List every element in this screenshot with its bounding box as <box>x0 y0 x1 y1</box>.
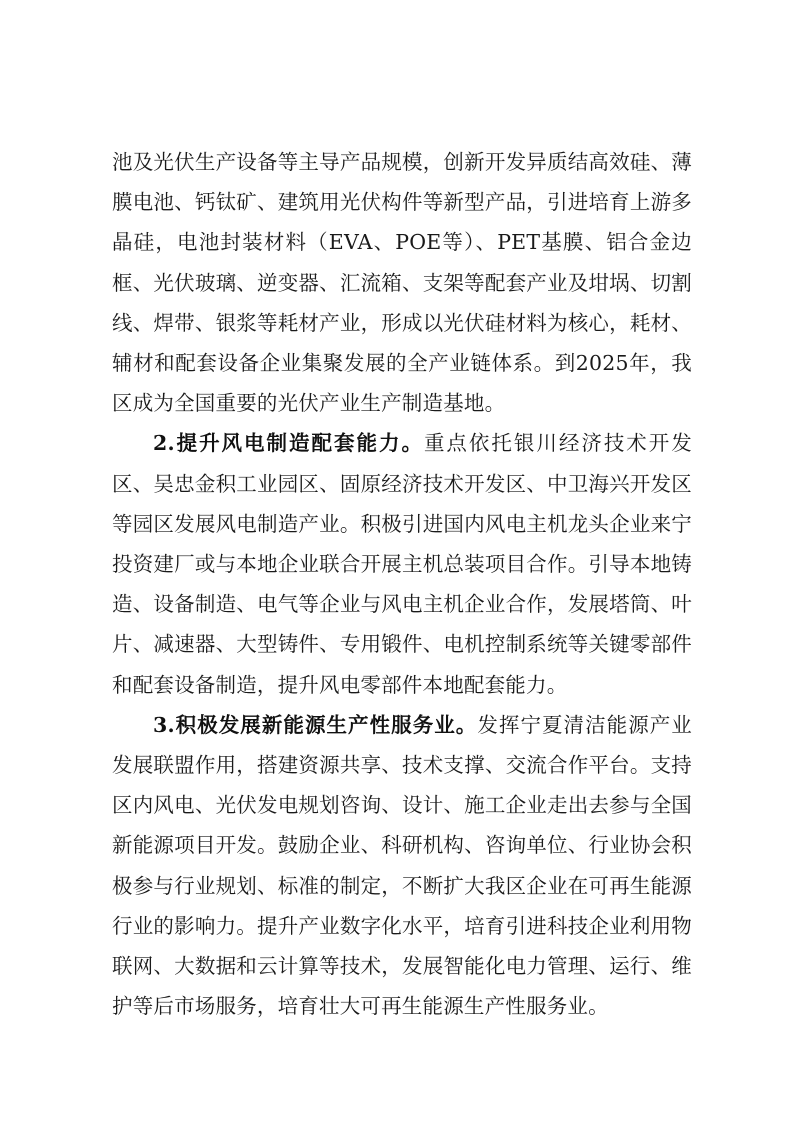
paragraph-text: 重点依托银川经济技术开发区、吴忠金积工业园区、固原经济技术开发区、中卫海兴开发区等园区发展风电制造产业。积极引进国内风电主机龙头企业来宁投资建厂或与本地企业联合开展主机总装项目合作。引导本地铸造、设备制造、电气等企业与风电主机企业合作，发展塔筒、叶片、减速器、大型铸件、专用锻件、电机控制系统等关键零部件和配套设备制造，提升风电零部件本地配套能力。 <box>112 431 692 697</box>
document-body <box>112 142 692 1026</box>
paragraph-services <box>112 705 692 1027</box>
paragraph-heading: 2.提升风电制造配套能力。 <box>153 431 424 456</box>
paragraph-continuation <box>112 142 692 423</box>
paragraph-heading: 3.积极发展新能源生产性服务业。 <box>153 712 478 737</box>
paragraph-text: 池及光伏生产设备等主导产品规模，创新开发异质结高效硅、薄膜电池、钙钛矿、建筑用光伏构件等新型产品，引进培育上游多晶硅，电池封装材料（EVA、POE等）、PET基膜、铝合金边框、光伏玻璃、逆变器、汇流箱、支架等配套产业及坩埚、切割线、焊带、银浆等耗材产业，形成以光伏硅材料为核心，耗材、辅材和配套设备企业集聚发展的全产业链体系。到2025年，我区成为全国重要的光伏产业生产制造基地。 <box>112 150 692 416</box>
paragraph-wind-power <box>112 423 692 704</box>
paragraph-text: 发挥宁夏清洁能源产业发展联盟作用，搭建资源共享、技术支撑、交流合作平台。支持区内风电、光伏发电规划咨询、设计、施工企业走出去参与全国新能源项目开发。鼓励企业、科研机构、咨询单位、行业协会积极参与行业规划、标准的制定，不断扩大我区企业在可再生能源行业的影响力。提升产业数字化水平，培育引进科技企业利用物联网、大数据和云计算等技术，发展智能化电力管理、运行、维护等后市场服务，培育壮大可再生能源生产性服务业。 <box>112 712 693 1019</box>
